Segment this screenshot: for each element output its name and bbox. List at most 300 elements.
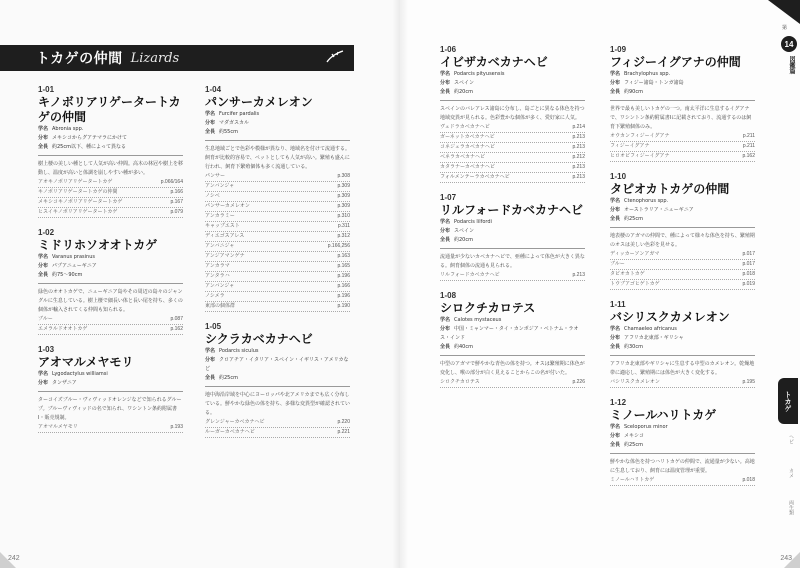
reference-name: ヴェドラカベカナヘビ [440,124,490,130]
entry-number: 1-03 [38,345,55,354]
distribution-value: スペイン [454,80,475,86]
scientific-name [440,316,585,325]
reference-row [205,262,350,272]
reference-row [38,315,183,325]
right-page [400,0,800,568]
scientific-name-label: 学名 [440,219,451,225]
scientific-name-value: Lygodactylus williamsi [52,371,108,377]
total-length [610,215,755,224]
entry-number: 1-10 [610,172,627,181]
entry-description: 鮮やかな体色を持つハリトカゲの仲間で、流通量が少ない。高地に生息しており、飼育には温度管理が重要。 [610,459,755,474]
reference-page: p.166 [337,283,350,289]
reference-page: p.018 [742,477,755,483]
entry-spacer [38,335,183,345]
reference-row [205,182,350,192]
reference-name: コネジェラカベカナヘビ [440,144,495,150]
total-length-label: 全長 [610,89,621,95]
entry-number: 1-05 [205,322,222,331]
reference-name: ミノールハリトカゲ [610,477,655,483]
reference-name: グレンジャーカベカナヘビ [205,419,265,425]
entry-spacer [610,486,755,496]
entry-number: 1-09 [610,45,627,54]
distribution-value: クロアチア・イタリア・スペイン・イギリス・アメリカなど [205,357,349,372]
scientific-name-value: Ctenophorus spp. [624,198,669,204]
reference-name: ブルー [38,316,53,322]
reference-page: p.018 [742,271,755,277]
distribution [38,379,183,388]
reference-page: p.017 [742,261,755,267]
reference-name: アンカラマ [205,263,230,269]
total-length-label: 全長 [440,237,451,243]
reference-row [205,302,350,312]
reference-page: p.165 [337,263,350,269]
reference-page: p.019 [742,281,755,287]
entry-spacer [440,281,585,291]
entry-spacer [610,290,755,300]
reference-name: アンバニジャ [205,243,235,249]
distribution [610,206,755,215]
scientific-name [38,125,183,134]
reference-page: p.213 [572,144,585,150]
reference-row [205,252,350,262]
reference-name: ヒロオビフィジーイグアナ [610,153,670,159]
entry-number: 1-07 [440,193,457,202]
reference-row [205,192,350,202]
scientific-name [38,370,183,379]
left-column-1 [38,85,183,443]
scientific-name-label: 学名 [205,348,216,354]
reference-row [610,132,755,142]
reference-row [205,272,350,282]
reference-name: フォルメンテーラカベカナヘビ [440,174,510,180]
total-length [610,88,755,97]
distribution [440,79,585,88]
reference-row [38,423,183,433]
species-entry [610,398,755,496]
reference-page: p.213 [572,174,585,180]
reference-page: p.221 [337,429,350,435]
entry-divider [205,386,350,387]
reference-row [440,378,585,388]
species-entry [610,300,755,398]
species-name: キノボリアリゲータートカゲの仲間 [38,95,181,124]
total-length-label: 全長 [440,344,451,350]
distribution-label: 分布 [38,380,49,386]
side-index-tab-snakes[interactable]: ヘビ [788,434,794,444]
total-length-label: 全長 [440,89,451,95]
right-column-1 [440,45,585,398]
reference-page: p.166 [170,189,183,195]
total-length-value: 約30cm [624,344,643,350]
species-entry [610,45,755,172]
total-length-label: 全長 [205,129,216,135]
corner-decoration-top [768,0,800,24]
entry-description: 地中海沿岸域を中心にヨーロッパや北アメリカまでも広く分布している。鮮やかな緑色の体を持ち、多様な変異型が確認されている。 [205,392,351,416]
scientific-name-value: Brachylophus spp. [624,71,671,77]
entry-spacer [610,388,755,398]
reference-name: アンカラミー [205,213,235,219]
total-length [440,88,585,97]
reference-row [205,242,350,252]
entry-description: スペインのバレアレス諸島に分布し、島ごとに異なる体色を持つ地域変異が見られる。色彩豊かな個体が多く、愛好家に人気。 [440,106,585,121]
entry-divider [440,355,585,356]
reference-page: p.213 [572,272,585,278]
scientific-name-label: 学名 [205,111,216,117]
scientific-name [610,325,755,334]
reference-name: パンサーカメレオン [205,203,250,209]
total-length-label: 全長 [38,144,49,150]
distribution-label: 分布 [205,357,216,363]
reference-row [440,133,585,143]
total-length-value: 約20cm [454,237,473,243]
page-number-right: 243 [780,555,792,562]
reference-page: p.166,256 [327,243,350,249]
reference-row [38,198,183,208]
reference-page: p.066/164 [160,179,183,185]
scientific-name-label: 学名 [440,71,451,77]
entry-divider [38,391,183,392]
species-name: シロクチカロテス [440,301,536,315]
reference-row [205,292,350,302]
entry-number: 1-08 [440,291,457,300]
reference-page: p.017 [742,251,755,257]
reference-row [610,260,755,270]
reference-name: カタラナーカベカナヘビ [440,164,495,170]
distribution [38,134,183,143]
reference-row [205,172,350,182]
distribution [205,119,350,128]
reference-page: p.196 [337,293,350,299]
entry-description: 流通量が少ないカベカナヘビで、亜種によって体色が大きく異なる。飼育個体の流通も見られる。 [440,254,585,269]
total-length-value: 約40cm [454,344,473,350]
scientific-name [610,197,755,206]
distribution [440,227,585,236]
reference-name: パンサー [205,173,226,179]
reference-page: p.211 [742,133,755,139]
distribution [610,79,755,88]
entry-divider [440,248,585,249]
total-length-value: 約90cm [624,89,643,95]
right-column-2 [610,45,755,496]
scientific-name-label: 学名 [38,371,49,377]
distribution-value: マダガスカル [219,120,250,126]
reference-row [610,152,755,162]
reference-row [205,202,350,212]
reference-row [205,428,350,438]
distribution-label: 分布 [610,207,621,213]
scientific-name-value: Podarcis pityusensis [454,71,505,77]
total-length [440,343,585,352]
species-entry [205,85,350,322]
reference-name: リルフォードカベカナヘビ [440,272,500,278]
entry-divider [610,227,755,228]
total-length [610,441,755,450]
scientific-name [205,347,350,356]
reference-page: p.190 [337,303,350,309]
reference-row [205,282,350,292]
scientific-name [440,70,585,79]
chapter-prefix: 第 [782,25,788,31]
reference-page: p.220 [337,419,350,425]
reference-row [440,163,585,173]
reference-page: p.308 [337,173,350,179]
scientific-name-label: 学名 [610,71,621,77]
reference-name: バシリスクカメレオン [610,379,660,385]
scientific-name-value: Chamaeleo africanus [624,326,677,332]
total-length-value: 約25cm以下、種によって異なる [52,144,126,150]
reference-page: p.213 [572,134,585,140]
distribution-label: 分布 [38,135,49,141]
reference-name: ノシメラ [205,293,225,299]
section-header [0,45,354,71]
entry-description: 地表棲のアガマの仲間で、種によって様々な体色を持ち、繁殖期のオスは美しい色彩を見せる。 [610,233,755,248]
scientific-name-label: 学名 [610,198,621,204]
reference-name: ノシベ [205,193,220,199]
entry-spacer [38,218,183,228]
reference-page: p.310 [337,213,350,219]
reference-name: シロクチカロテス [440,379,480,385]
reference-name: ルーガーカベカナヘビ [205,429,255,435]
scientific-name [38,253,183,262]
reference-page: p.079 [170,209,183,215]
entry-divider [38,155,183,156]
distribution-label: 分布 [440,228,451,234]
species-entry [440,45,585,193]
species-name: ミドリホソオオトカゲ [38,238,158,252]
reference-row [205,418,350,428]
reference-name: 東部の個体群 [205,303,236,309]
entry-spacer [440,183,585,193]
side-index-tab-amphibians[interactable]: 両生類 [788,500,794,515]
entry-spacer [205,438,350,448]
reference-page: p.212 [572,154,585,160]
reference-page: p.195 [742,379,755,385]
reference-name: フィジーイグアナ [610,143,650,149]
distribution-label: 分布 [440,326,451,332]
chapter-number-badge: 14 [781,36,797,52]
entry-divider [205,140,350,141]
entry-divider [610,355,755,356]
scientific-name-label: 学名 [38,126,49,132]
scientific-name [440,218,585,227]
reference-name: アンタラハ [205,273,230,279]
side-index-tab-lizards[interactable]: トカゲ [778,378,798,424]
total-length-label: 全長 [610,442,621,448]
section-latin-title: Lizards [130,50,180,66]
reference-page: p.309 [337,183,350,189]
species-name: パンサーカメレオン [205,95,313,109]
distribution [205,356,350,374]
entry-description: 世界で最も美しいトカゲの一つ。南太平洋に生息するイグアナで、ワシントン条約附属書Ⅰに記載されており、流通するのは飼育下繁殖個体のみ。 [610,106,752,130]
section-title: トカゲの仲間 [36,51,123,67]
entry-number: 1-11 [610,300,626,309]
reference-row [440,123,585,133]
total-length [38,271,183,280]
distribution [610,432,755,441]
reference-page: p.211 [742,143,755,149]
entry-spacer [38,433,183,443]
entry-number: 1-12 [610,398,627,407]
reference-name: オウカンフィジーイグアナ [610,133,670,139]
reference-row [205,232,350,242]
total-length-label: 全長 [38,272,49,278]
total-length-value: 約20cm [454,89,473,95]
reference-row [610,142,755,152]
reference-row [38,325,183,335]
species-entry [610,172,755,300]
reference-name: ベネラカベカナヘビ [440,154,486,160]
total-length [440,236,585,245]
species-entry [440,291,585,398]
scientific-name-value: Podarcis siculus [219,348,259,354]
reference-name: キャップエスト [205,223,240,229]
distribution-value: メキシコからグアテマラにかけて [52,135,127,141]
scientific-name-label: 学名 [610,326,621,332]
distribution [38,262,183,271]
reference-name: メキシコキノボリアリゲータートカゲ [38,199,123,205]
total-length-value: 約25cm [624,216,643,222]
reference-page: p.226 [572,379,585,385]
scientific-name-label: 学名 [38,254,49,260]
species-name: シクラカベカナヘビ [205,332,313,346]
total-length-value: 約55cm [219,129,238,135]
distribution-value: 中国・ミャンマー・タイ・カンボジア・ベトナム・ラオス・インド [440,326,579,341]
total-length [205,374,350,383]
distribution-value: アフリカ北東部・ギリシャ [624,335,684,341]
distribution-value: オーストラリア・ニューギニア [624,207,694,213]
scientific-name-label: 学名 [440,317,451,323]
entry-description: 中型のアガマで鮮やかな青色の体を持つ。オスは繁殖期に体色が変化し、喉の部分が白く見えることからこの名が付いた。 [440,361,585,376]
page-number-left: 242 [8,555,20,562]
entry-description: 樹上棲の美しい種として人気が高い仲間。高木の林冠や樹上を移動し、温度が高いと体調を崩しやすい種が多い。 [38,161,184,176]
side-index-tab-turtles[interactable]: カメ [788,468,794,478]
distribution-value: パプアニューギニア [52,263,97,269]
entry-divider [610,100,755,101]
species-entry [440,193,585,291]
reference-row [610,250,755,260]
reference-row [440,271,585,281]
species-name: タピオカトカゲの仲間 [610,182,730,196]
lizard-icon [324,47,346,69]
reference-name: ヒスイキノボリアリゲータートカゲ [38,209,118,215]
distribution-label: 分布 [610,335,621,341]
total-length-value: 約25cm [624,442,643,448]
reference-page: p.196 [337,273,350,279]
species-name: バシリスクカメレオン [610,310,730,324]
reference-name: アオキノボリアリゲータートカゲ [38,179,113,185]
entry-number: 1-06 [440,45,457,54]
species-name: イビザカベカナヘビ [440,55,548,69]
scientific-name-value: Abronia spp. [52,126,84,132]
reference-name: ディエゴスアレス [205,233,245,239]
species-entry [38,228,183,345]
species-entry [38,345,183,443]
entry-description: 緑色のオオトカゲで、ニューギニア島やその周辺の島々のジャングルに生息している。樹上棲で細長い体と長い尾を持ち、多くの個体が輸入されてくる仲間も知られる。 [38,289,183,313]
distribution [440,325,585,343]
reference-row [440,153,585,163]
species-name: フィジーイグアナの仲間 [610,55,741,69]
species-name: アオマルメヤモリ [38,355,134,369]
entry-divider [38,283,183,284]
reference-page: p.162 [742,153,755,159]
total-length-label: 全長 [205,375,216,381]
species-entry [38,85,183,228]
scientific-name-label: 学名 [610,424,621,430]
entry-description: アフリカ北東部やギリシャに生息する中型のカメレオン。乾燥地帯に適応し、繁殖期には体色が大きく変化する。 [610,361,755,376]
total-length [610,343,755,352]
distribution-value: フィジー諸島・トンガ諸島 [624,80,684,86]
species-name: ミノールハリトカゲ [610,408,717,422]
chapter-label: 図鑑篇 [788,56,795,74]
total-length-value: 約75〜90cm [52,272,83,278]
reference-name: ブルー [610,261,625,267]
entry-number: 1-02 [38,228,55,237]
entry-divider [610,453,755,454]
scientific-name [610,70,755,79]
reference-name: ディッカーソンアガマ [610,251,660,257]
total-length [205,128,350,137]
reference-page: p.214 [572,124,585,130]
reference-page: p.213 [572,164,585,170]
entry-spacer [610,162,755,172]
scientific-name-value: Podarcis lilfordi [454,219,492,225]
book-gutter [392,0,408,568]
distribution [610,334,755,343]
reference-page: p.163 [337,253,350,259]
total-length [38,143,183,152]
entry-description: 生息地域ごとで色彩や模様が異なり、地域名を付けて流通する。飼育が比較的容易で、ペットとしても人気が高い。繁殖も盛んに行われ、飼育下繁殖個体も多く流通している。 [205,146,351,170]
scientific-name-value: Sceloporus minor [624,424,668,430]
entry-spacer [205,312,350,322]
scientific-name-value: Calotes mystaceus [454,317,502,323]
reference-name: アオマルメヤモリ [38,424,78,430]
reference-row [610,280,755,290]
left-column-2 [205,85,350,448]
species-entry [205,322,350,448]
reference-row [440,143,585,153]
reference-page: p.311 [337,223,350,229]
species-name: リルフォードカベカナヘビ [440,203,584,217]
reference-name: ガーネットカベカナヘビ [440,134,495,140]
reference-name: トウブアゴヒゲトカゲ [610,281,660,287]
scientific-name-value: Furcifer pardalis [219,111,260,117]
entry-description: ターコイズブルー・ヴィヴィッドオレンジなどで知られるグループ。ブルーヴィヴィッドの名で知られ、ワシントン条約附属書Ⅰ・販売規制。 [38,397,182,421]
distribution-label: 分布 [205,120,216,126]
distribution-value: メキシコ [624,433,644,439]
total-length-label: 全長 [610,216,621,222]
reference-row [205,212,350,222]
entry-divider [440,100,585,101]
reference-name: アンバンジャ [205,283,235,289]
reference-page: p.087 [170,316,183,322]
reference-name: タピオカトカゲ [610,271,645,277]
reference-page: p.312 [337,233,350,239]
scientific-name-value: Varanus prasinus [52,254,95,260]
entry-spacer [440,388,585,398]
reference-page: p.167 [170,199,183,205]
reference-page: p.309 [337,203,350,209]
distribution-value: スペイン [454,228,475,234]
reference-page: p.162 [170,326,183,332]
scientific-name [205,110,350,119]
scientific-name [610,423,755,432]
reference-row [440,173,585,183]
reference-name: アンバンジャ [205,183,235,189]
reference-row [38,188,183,198]
total-length-value: 約25cm [219,375,238,381]
reference-row [610,476,755,486]
reference-row [38,208,183,218]
